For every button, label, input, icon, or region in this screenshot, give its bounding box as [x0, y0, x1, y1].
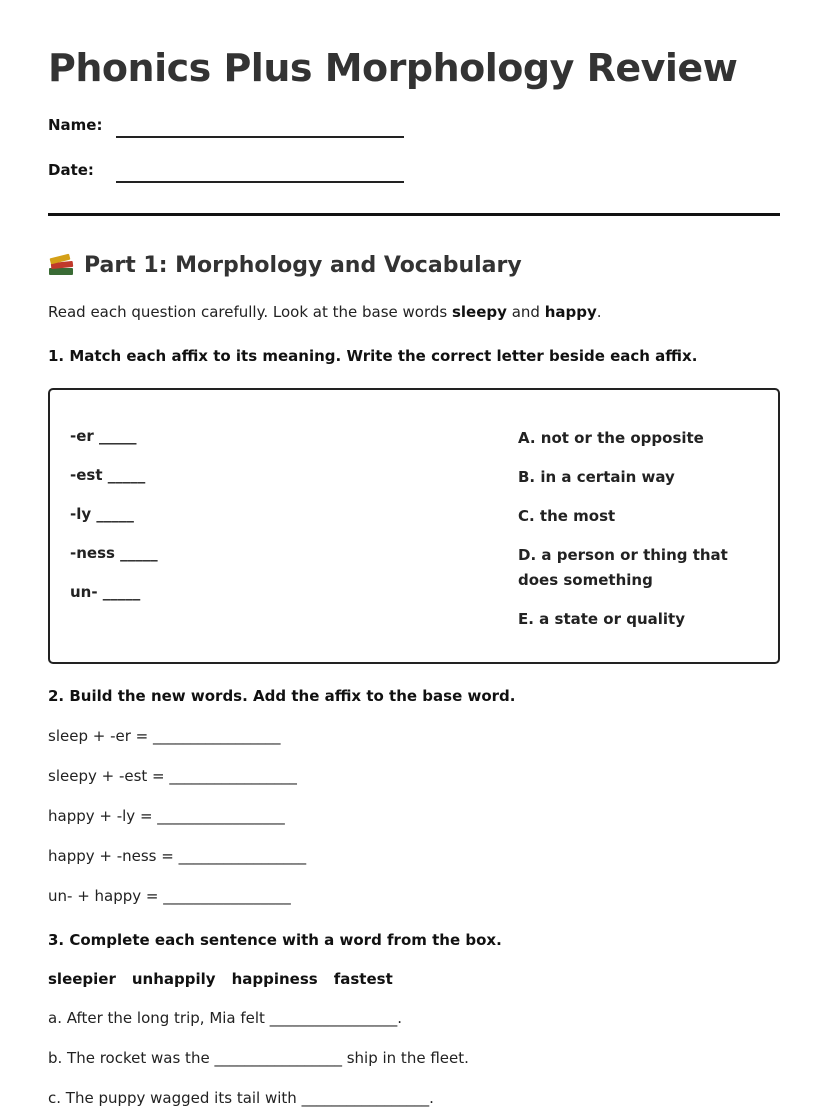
date-line — [116, 169, 404, 183]
meaning-item: D. a person or thing that does something — [518, 545, 728, 589]
meaning-item: E. a state or quality — [518, 609, 685, 628]
intro-middle: and — [506, 302, 545, 321]
sentence-item: a. After the long trip, Mia felt _________________. — [48, 1008, 402, 1027]
word-bank — [48, 970, 780, 988]
build-item: un- + happy = _________________ — [48, 886, 291, 905]
name-line — [116, 124, 404, 138]
part1-heading — [48, 252, 780, 280]
word-bank-item: sleepier — [48, 969, 116, 988]
date-label: Date: — [48, 160, 94, 179]
meaning-item: B. in a certain way — [518, 467, 675, 486]
affix-item: -est _____ — [70, 465, 146, 484]
build-list — [48, 726, 780, 926]
part1-heading-text: Part 1: Morphology and Vocabulary — [84, 253, 522, 279]
q1-prompt: 1. Match each affix to its meaning. Write the correct letter beside each affix. — [48, 346, 698, 365]
intro-word-happy: happy — [544, 302, 597, 321]
meaning-column — [518, 426, 758, 646]
word-bank-item: happiness — [231, 969, 318, 988]
affix-item: un- _____ — [70, 582, 141, 601]
intro-prefix: Read each question carefully. Look at the base words — [48, 302, 452, 321]
affix-item: -ness _____ — [70, 543, 158, 562]
name-field-row — [48, 112, 780, 134]
date-field-row — [48, 157, 780, 179]
q3-prompt: 3. Complete each sentence with a word from the box. — [48, 930, 502, 949]
match-box — [48, 388, 780, 664]
name-label: Name: — [48, 115, 103, 134]
meaning-item: A. not or the opposite — [518, 428, 704, 447]
intro-word-sleepy: sleepy — [451, 302, 507, 321]
page-title: Phonics Plus Morphology Review — [48, 46, 738, 90]
header-divider — [48, 213, 780, 216]
affix-column — [70, 426, 158, 621]
build-item: sleepy + -est = _________________ — [48, 766, 297, 785]
build-item: sleep + -er = _________________ — [48, 726, 281, 745]
meaning-item: C. the most — [518, 506, 616, 525]
part1-intro — [48, 302, 780, 322]
affix-item: -ly _____ — [70, 504, 134, 523]
affix-item: -er _____ — [70, 426, 137, 445]
build-item: happy + -ly = _________________ — [48, 806, 285, 825]
sentence-item: c. The puppy wagged its tail with _________________. — [48, 1088, 434, 1107]
build-item: happy + -ness = _________________ — [48, 846, 307, 865]
word-bank-item: unhappily — [131, 969, 216, 988]
word-bank-item: fastest — [333, 969, 393, 988]
intro-suffix: . — [596, 302, 602, 321]
sentence-list — [48, 1008, 780, 1118]
sentence-item: b. The rocket was the _________________ ship in the fleet. — [48, 1048, 469, 1067]
books-icon — [48, 254, 74, 278]
q2-prompt: 2. Build the new words. Add the affix to the base word. — [48, 686, 516, 705]
